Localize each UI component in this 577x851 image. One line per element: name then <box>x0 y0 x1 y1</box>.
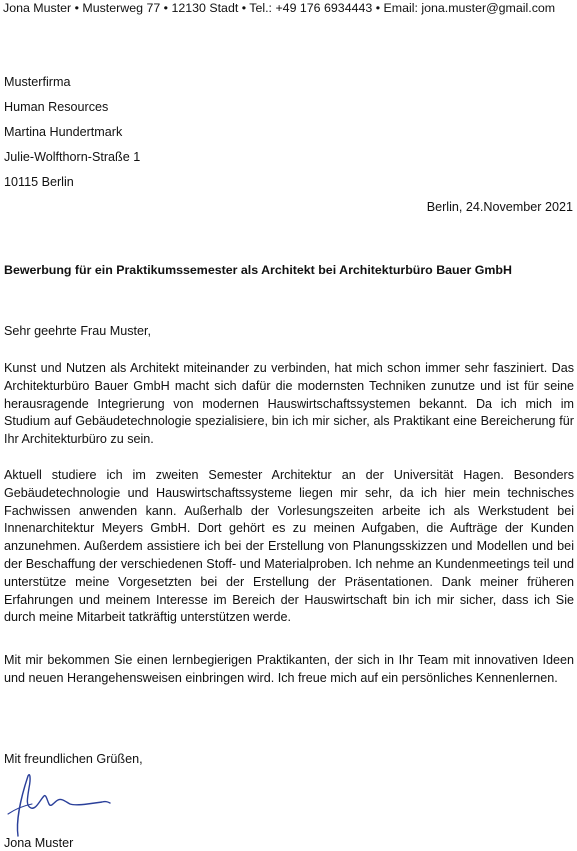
recipient-department: Human Resources <box>4 100 109 114</box>
closing-phrase: Mit freundlichen Grüßen, <box>4 752 143 766</box>
body-paragraph-1: Kunst und Nutzen als Architekt miteinander zu verbinden, hat mich schon immer sehr fasziniert. Das Architekturbüro Bauer GmbH macht sich dafür die modernsten Techniken zunutze und ist für seine herausragende Integrierung von modernen Hauswirtschaftssystemen bekannt. Da ich mich im Studium auf Gebäudetechnologie spezialisiere, bin ich mir sicher, als Praktikant eine Bereicherung für Ihr Architekturbüro zu sein. <box>4 361 574 447</box>
handwritten-signature <box>4 770 114 838</box>
salutation: Sehr geehrte Frau Muster, <box>4 324 151 338</box>
recipient-company: Musterfirma <box>4 75 71 89</box>
recipient-person: Martina Hundertmark <box>4 125 123 139</box>
recipient-street: Julie-Wolfthorn-Straße 1 <box>4 150 141 164</box>
body-paragraph-2: Aktuell studiere ich im zweiten Semester Architektur an der Universität Hagen. Besonders Gebäudetechnologie und Hauswirtschaftssysteme liegen mir sehr, da ich hier mein technisches Fachwissen anwenden kann. Außerhalb der Vorlesungszeiten arbeite ich als Werkstudent bei Innenarchitektur Meyers GmbH. Dort gehört es zu meinen Aufgaben, die Aufträge der Kunden anzunehmen. Außerdem assistiere ich bei der Erstellung von Planungsskizzen und Modellen und bei der Beschaffung der verschiedenen Stoff- und Materialproben. Ich nehme an Kundenmeetings teil und unterstütze meine Vorgesetzten bei der Erstellung der Präsentationen. Dank meiner früheren Erfahrungen und meinem Interesse im Bereich der Hauswirtschaft bin ich mir sicher, dass ich Sie durch meine Mitarbeit tatkräftig unterstützen werde. <box>4 468 574 625</box>
body-paragraph-3: Mit mir bekommen Sie einen lernbegierigen Praktikanten, der sich in Ihr Team mit innovativen Ideen und neuen Herangehensweisen einbringen wird. Ich freue mich auf ein persönliches Kennenlernen. <box>4 653 574 685</box>
sender-contact-line: Jona Muster • Musterweg 77 • 12130 Stadt • Tel.: +49 176 6934443 • Email: jona.muster@gmail.com <box>3 1 556 15</box>
letter-subject: Bewerbung für ein Praktikumssemester als Architekt bei Architekturbüro Bauer GmbH <box>4 263 512 277</box>
letter-date: Berlin, 24.November 2021 <box>426 200 573 214</box>
signature-stroke <box>17 775 110 836</box>
signer-name: Jona Muster <box>4 836 74 850</box>
recipient-city: 10115 Berlin <box>4 175 74 189</box>
